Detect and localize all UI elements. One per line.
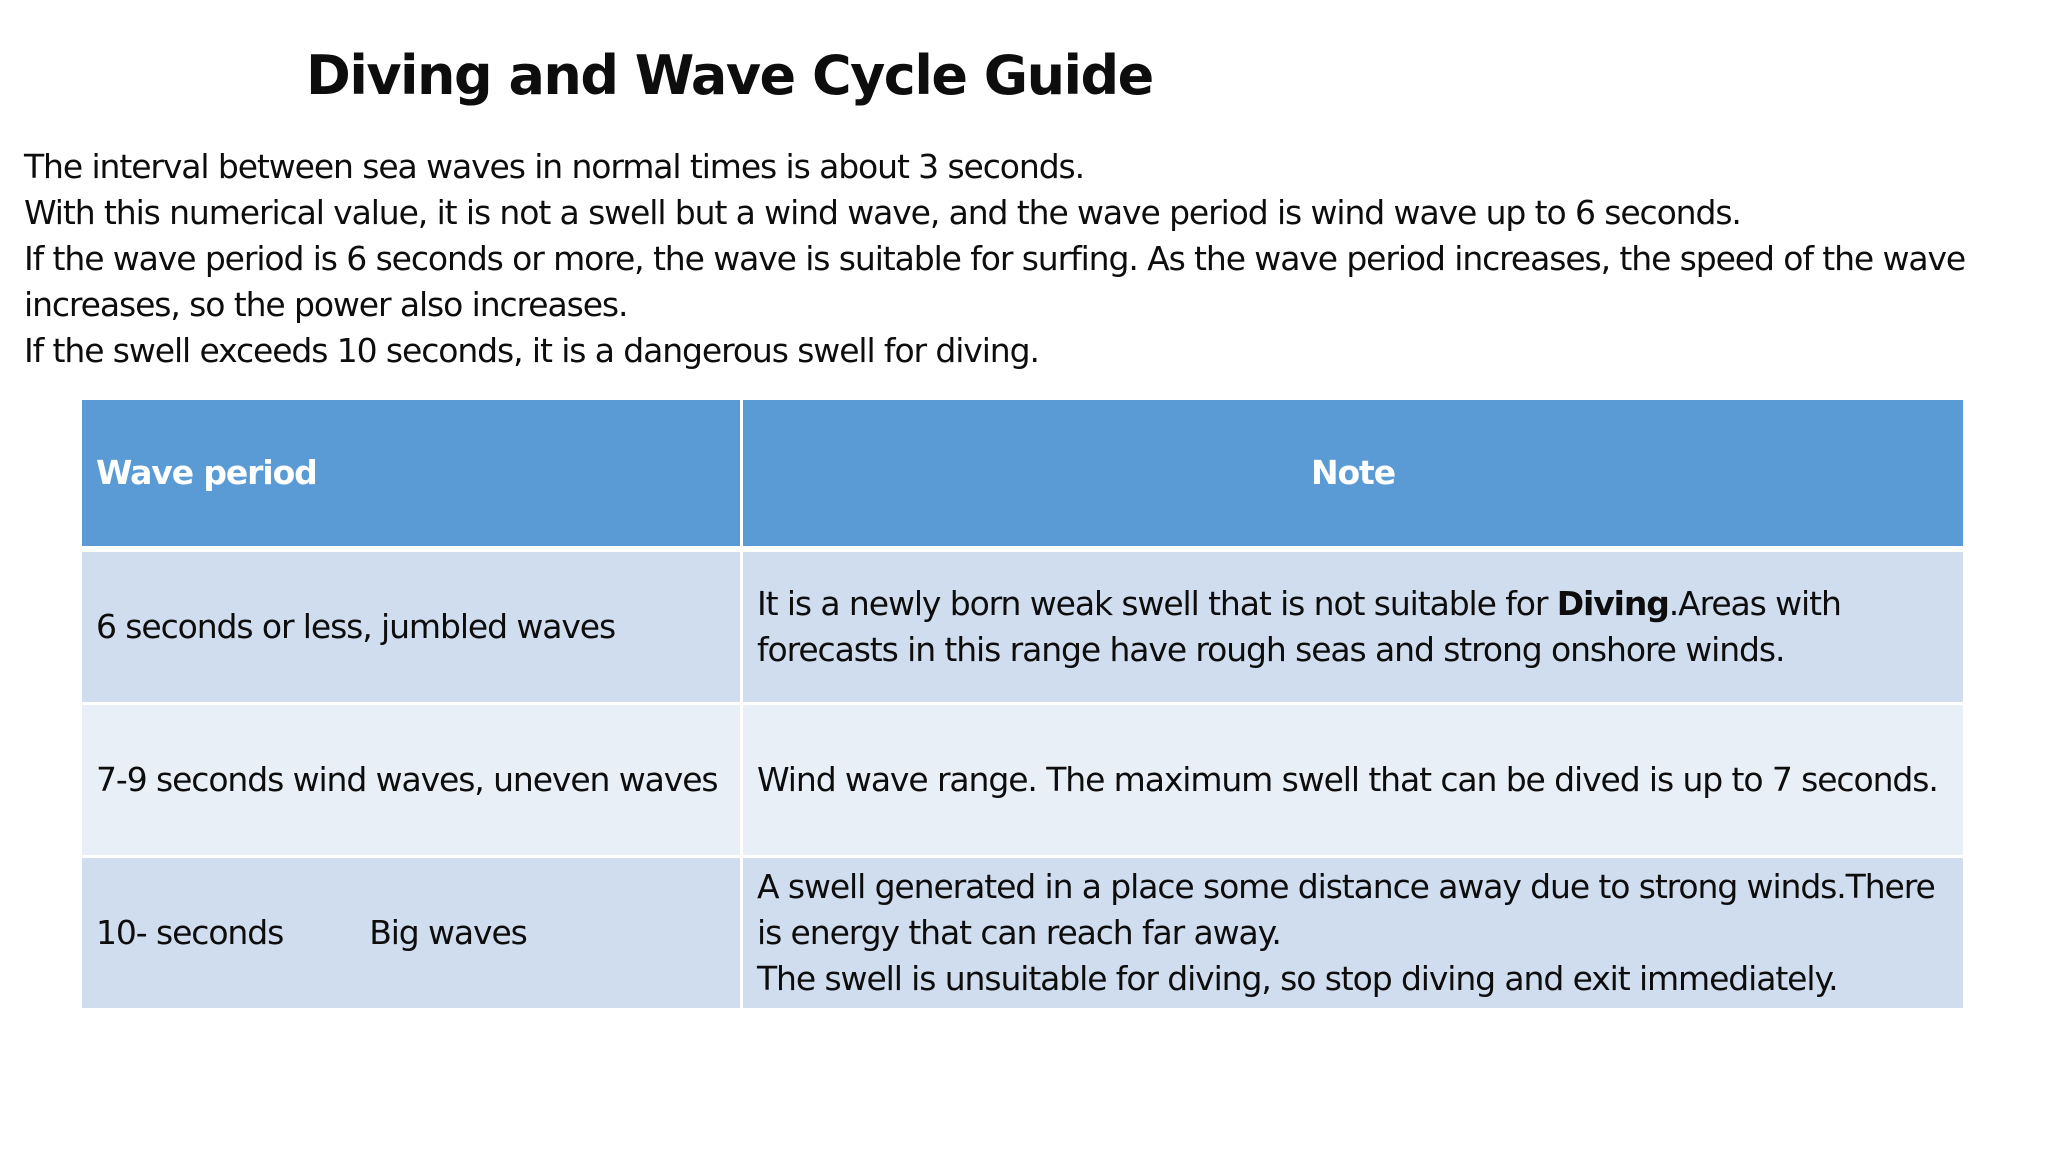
note-text: .Areas with forecasts in this range have rough seas and strong onshore winds. — [757, 584, 1841, 669]
table-row — [81, 704, 1965, 857]
note-cell — [742, 857, 1965, 1010]
wave-period-cell: 6 seconds or less, jumbled waves — [81, 549, 742, 704]
intro-line: The interval between sea waves in normal times is about 3 seconds. — [24, 147, 1085, 186]
intro-line: With this numerical value, it is not a swell but a wind wave, and the wave period is wind wave up to 6 seconds. — [24, 193, 1741, 232]
wave-period-cell: 7-9 seconds wind waves, uneven waves — [81, 704, 742, 857]
wave-period-cell — [81, 857, 742, 1010]
wave-size-text: Big waves — [369, 913, 527, 952]
note-line: The swell is unsuitable for diving, so stop diving and exit immediately. — [757, 959, 1838, 998]
wave-period-table — [79, 397, 1966, 1011]
page-title: Diving and Wave Cycle Guide — [306, 44, 1153, 107]
note-line: A swell generated in a place some distance away due to strong winds.There is energy that can reach far away. — [757, 867, 1935, 952]
intro-line: If the wave period is 6 seconds or more, the wave is suitable for surfing. As the wave period increases, the speed of the wave increases, so the power also increases. — [24, 239, 1966, 324]
note-bold-text: Diving — [1556, 584, 1669, 623]
wave-period-text: 10- seconds — [96, 913, 284, 952]
note-cell — [742, 549, 1965, 704]
note-text: It is a newly born weak swell that is not suitable for — [757, 584, 1557, 623]
intro-line: If the swell exceeds 10 seconds, it is a dangerous swell for diving. — [24, 331, 1039, 370]
table-row — [81, 549, 1965, 704]
table-header-row — [81, 399, 1965, 550]
table-row — [81, 857, 1965, 1010]
header-wave-period: Wave period — [81, 399, 742, 550]
header-note: Note — [742, 399, 1965, 550]
intro-text — [24, 144, 1984, 374]
note-cell: Wind wave range. The maximum swell that can be dived is up to 7 seconds. — [742, 704, 1965, 857]
